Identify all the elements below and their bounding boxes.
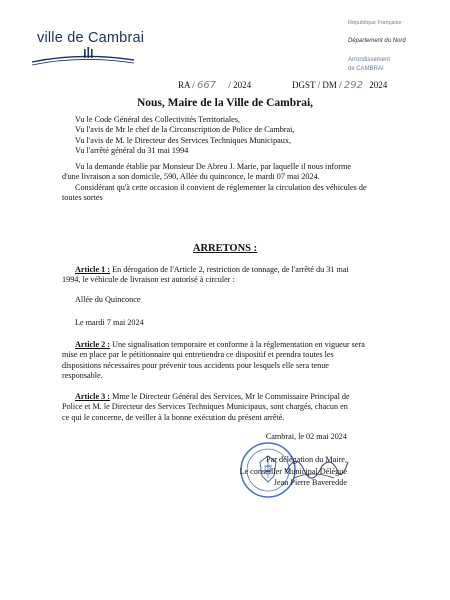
arrondissement-label: Arrondissement de CAMBRAI [348, 57, 391, 72]
signature-name: Jean Pierre Baveredde [273, 478, 347, 487]
vu-line: Vu le Code Général des Collectivités Territoriales, [75, 115, 240, 124]
signature-date: Cambrai, le 02 mai 2024 [265, 432, 347, 441]
signature-delegation: Par délégation du Maire, [266, 455, 347, 464]
handwritten-signature [282, 448, 352, 486]
page-title: Nous, Maire de la Ville de Cambrai, [136, 97, 314, 109]
article-2-label: Article 2 : [75, 340, 111, 349]
city-logo-text: ville de Cambrai [37, 30, 145, 46]
vu-line: Vu l'arrêté général du 31 mai 1994 [75, 146, 189, 156]
article-2: Article 2 : Une signalisation temporaire et conforme à la réglementation en vigueur sera mise en place par le pétitionnaire qui entretiendra ce dispositif et prendra toutes les dispositions nécessaires pour prévenir tous accidents pour lesquels elle sera tenue responsable. [62, 340, 365, 381]
republic-label: République Française [348, 20, 402, 26]
department-label: Département du Nord [348, 38, 406, 44]
vu-line: Vu l'avis de Mr le chef de la Circonscription de Police de Cambrai, [75, 125, 295, 135]
article-3: Article 3 : Mme le Directeur Général des Services, Mr le Commissaire Principal de Police et M. le Directeur des Services Techniques Municipaux, sont chargés, chacun en ce qui le concerne, de veiller à la bonne exécution du présent arrêté. [62, 392, 350, 422]
considerant-paragraph: Considérant qu'à cette occasion il convient de réglementer la circulation des véhicules de toutes sortes [62, 183, 367, 203]
dgst-number-handwritten: 292 [343, 80, 363, 91]
arretons-heading: ARRETONS : [192, 243, 258, 254]
vu-block [75, 115, 415, 157]
ra-reference: RA / 667 / 2024 [178, 80, 252, 91]
article-1-place: Allée du Quinconce [75, 295, 141, 304]
article-1: Article 1 : En dérogation de l'Article 2, restriction de tonnage, de l'arrêté du 31 mai 1994, le véhicule de livraison est autorisé à circuler : [62, 265, 349, 285]
vu-line: Vu l'avis de M. le Directeur des Services Techniques Municipaux, [75, 135, 292, 145]
demande-paragraph: Vu la demande établie par Monsieur De Abreu J. Marie, par laquelle il nous informe d'une livraison a son domicile, 590, Allée du quinconce, le mardi 07 mai 2024. [62, 162, 351, 182]
signature-title: Le conseiller Municipal Délégué [239, 466, 347, 476]
article-1-date: Le mardi 7 mai 2024 [75, 318, 144, 327]
dgst-reference: DGST / DM / 292 2024 [292, 80, 388, 91]
ra-number-handwritten: 667 [197, 80, 217, 91]
article-1-label: Article 1 : [75, 265, 111, 274]
city-logo-mark [30, 46, 140, 68]
article-3-label: Article 3 : [75, 392, 111, 401]
